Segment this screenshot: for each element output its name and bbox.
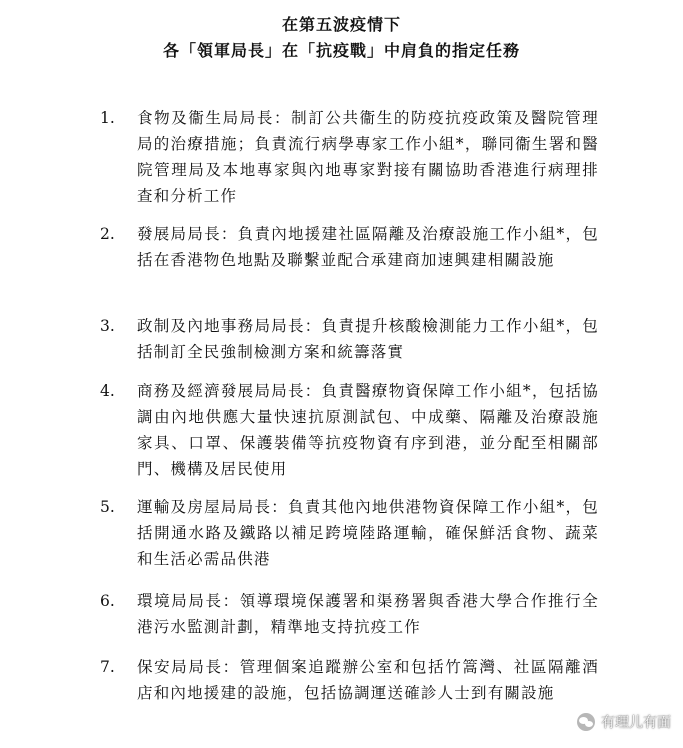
list-item-number: 6.: [100, 592, 115, 610]
document-title: 在第五波疫情下: [281, 15, 401, 34]
list-item-text: 保安局局長：管理個案追蹤辦公室和包括竹篙灣、社區隔離酒店和內地援建的設施，包括協調運送確診人士到有關設施: [137, 658, 599, 702]
list-item-number: 2.: [100, 225, 115, 243]
list-item-text: 食物及衞生局局長：制訂公共衞生的防疫抗疫政策及醫院管理局的治療措施；負責流行病學專家工作小組*，聯同衞生署和醫院管理局及本地專家與內地專家對接有關協助香港進行病理排查和分析工作: [137, 109, 599, 205]
list-item-text: 商務及經濟發展局局長：負責醫療物資保障工作小組*，包括協調由內地供應大量快速抗原測試包、中成藥、隔離及治療設施家具、口罩、保護裝備等抗疫物資有序到港，並分配至相關部門、機構及居民使用: [137, 382, 599, 478]
wechat-icon: [577, 713, 595, 731]
list-item-number: 3.: [100, 317, 115, 335]
list-item-number: 5.: [100, 498, 115, 516]
list-item-text: 政制及內地事務局局長：負責提升核酸檢測能力工作小組*，包括制訂全民強制檢測方案和統籌落實: [137, 317, 599, 361]
list-item-number: 1.: [100, 109, 115, 127]
list-item-text: 運輸及房屋局局長：負責其他內地供港物資保障工作小組*，包括開通水路及鐵路以補足跨境陸路運輸，確保鮮活食物、蔬菜和生活必需品供港: [137, 498, 599, 568]
list-item-number: 7.: [100, 658, 115, 676]
watermark: [577, 712, 671, 732]
document-subtitle: 各「領軍局長」在「抗疫戰」中肩負的指定任務: [162, 41, 520, 60]
watermark-text: 有理儿有面: [601, 715, 671, 731]
list-item-number: 4.: [100, 382, 115, 400]
list-item-text: 環境局局長：領導環境保護署和渠務署與香港大學合作推行全港污水監測計劃，精準地支持抗疫工作: [137, 592, 599, 636]
list-item-text: 發展局局長：負責內地援建社區隔離及治療設施工作小組*，包括在香港物色地點及聯繫並配合承建商加速興建相關設施: [137, 225, 599, 269]
